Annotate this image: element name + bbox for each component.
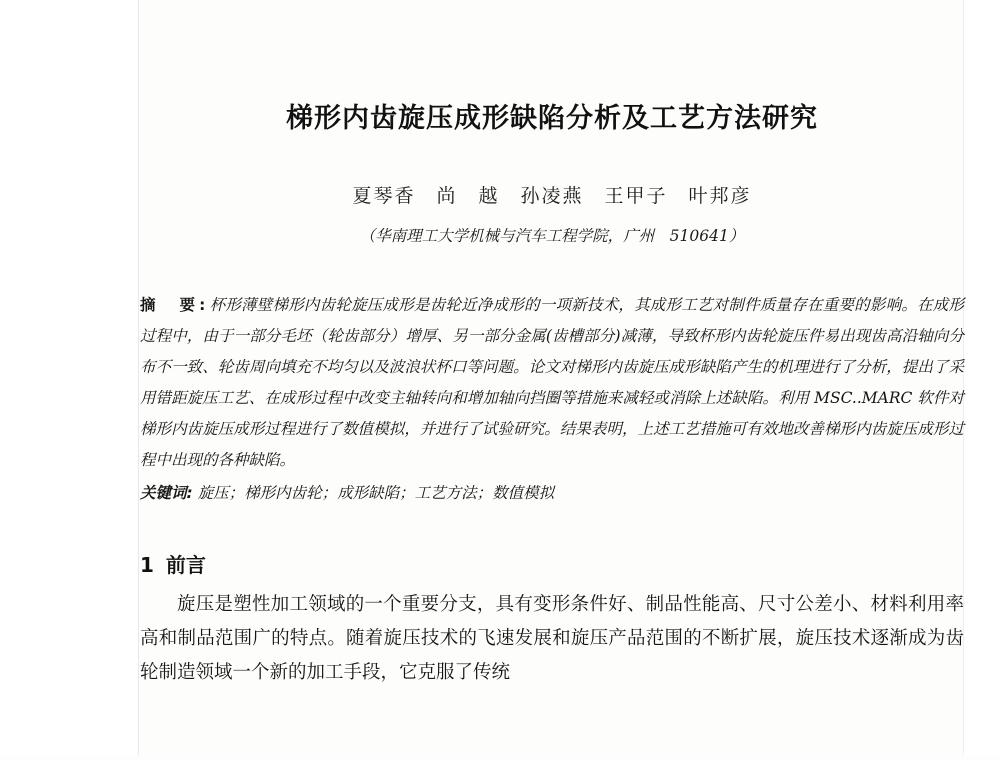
section-heading-1 xyxy=(140,549,964,578)
section-title: 前言 xyxy=(165,553,206,577)
section-number: 1 xyxy=(140,553,154,577)
author-list: 夏琴香 尚 越 孙凌燕 王甲子 叶邦彦 xyxy=(352,185,752,207)
section-paragraph: 旋压是塑性加工领域的一个重要分支，具有变形条件好、制品性能高、尺寸公差小、材料利用率高和制品范围广的特点。随着旋压技术的飞速发展和旋压产品范围的不断扩展，旋压技术逐渐成为齿轮制造领域一个新的加工手段，它克服了传统 xyxy=(140,594,964,683)
abstract-label: 摘 要: xyxy=(140,296,210,314)
keywords-label: 关键词: xyxy=(140,484,193,502)
scan-margin-left xyxy=(0,0,139,760)
abstract-block xyxy=(140,290,964,476)
keywords-text: 旋压；梯形内齿轮；成形缺陷；工艺方法；数值模拟 xyxy=(197,484,555,502)
affiliation: （华南理工大学机械与汽车工程学院，广州 510641） xyxy=(359,227,745,245)
keywords-block xyxy=(140,478,964,509)
paper-title: 梯形内齿旋压成形缺陷分析及工艺方法研究 xyxy=(286,103,818,134)
scan-margin-right xyxy=(963,0,1000,760)
abstract-text: 杯形薄壁梯形内齿轮旋压成形是齿轮近净成形的一项新技术，其成形工艺对制件质量存在重要的影响。在成形过程中，由于一部分毛坯（轮齿部分）增厚、另一部分金属(齿槽部分)减薄，导致杯形内齿轮旋压件易出现齿高沿轴向分布不一致、轮齿周向填充不均匀以及波浪状杯口等问题。论文对梯形内齿旋压成形缺陷产生的机理进行了分析，提出了采用错距旋压工艺、在成形过程中改变主轴转向和增加轴向挡圈等措施来减轻或消除上述缺陷。利用 MSC..MARC 软件对梯形内齿旋压成形过程进行了数值模拟，并进行了试验研究。结果表明，上述工艺措施可有效地改善梯形内齿旋压成形过程中出现的各种缺陷。 xyxy=(140,296,964,469)
page-content xyxy=(140,0,964,760)
